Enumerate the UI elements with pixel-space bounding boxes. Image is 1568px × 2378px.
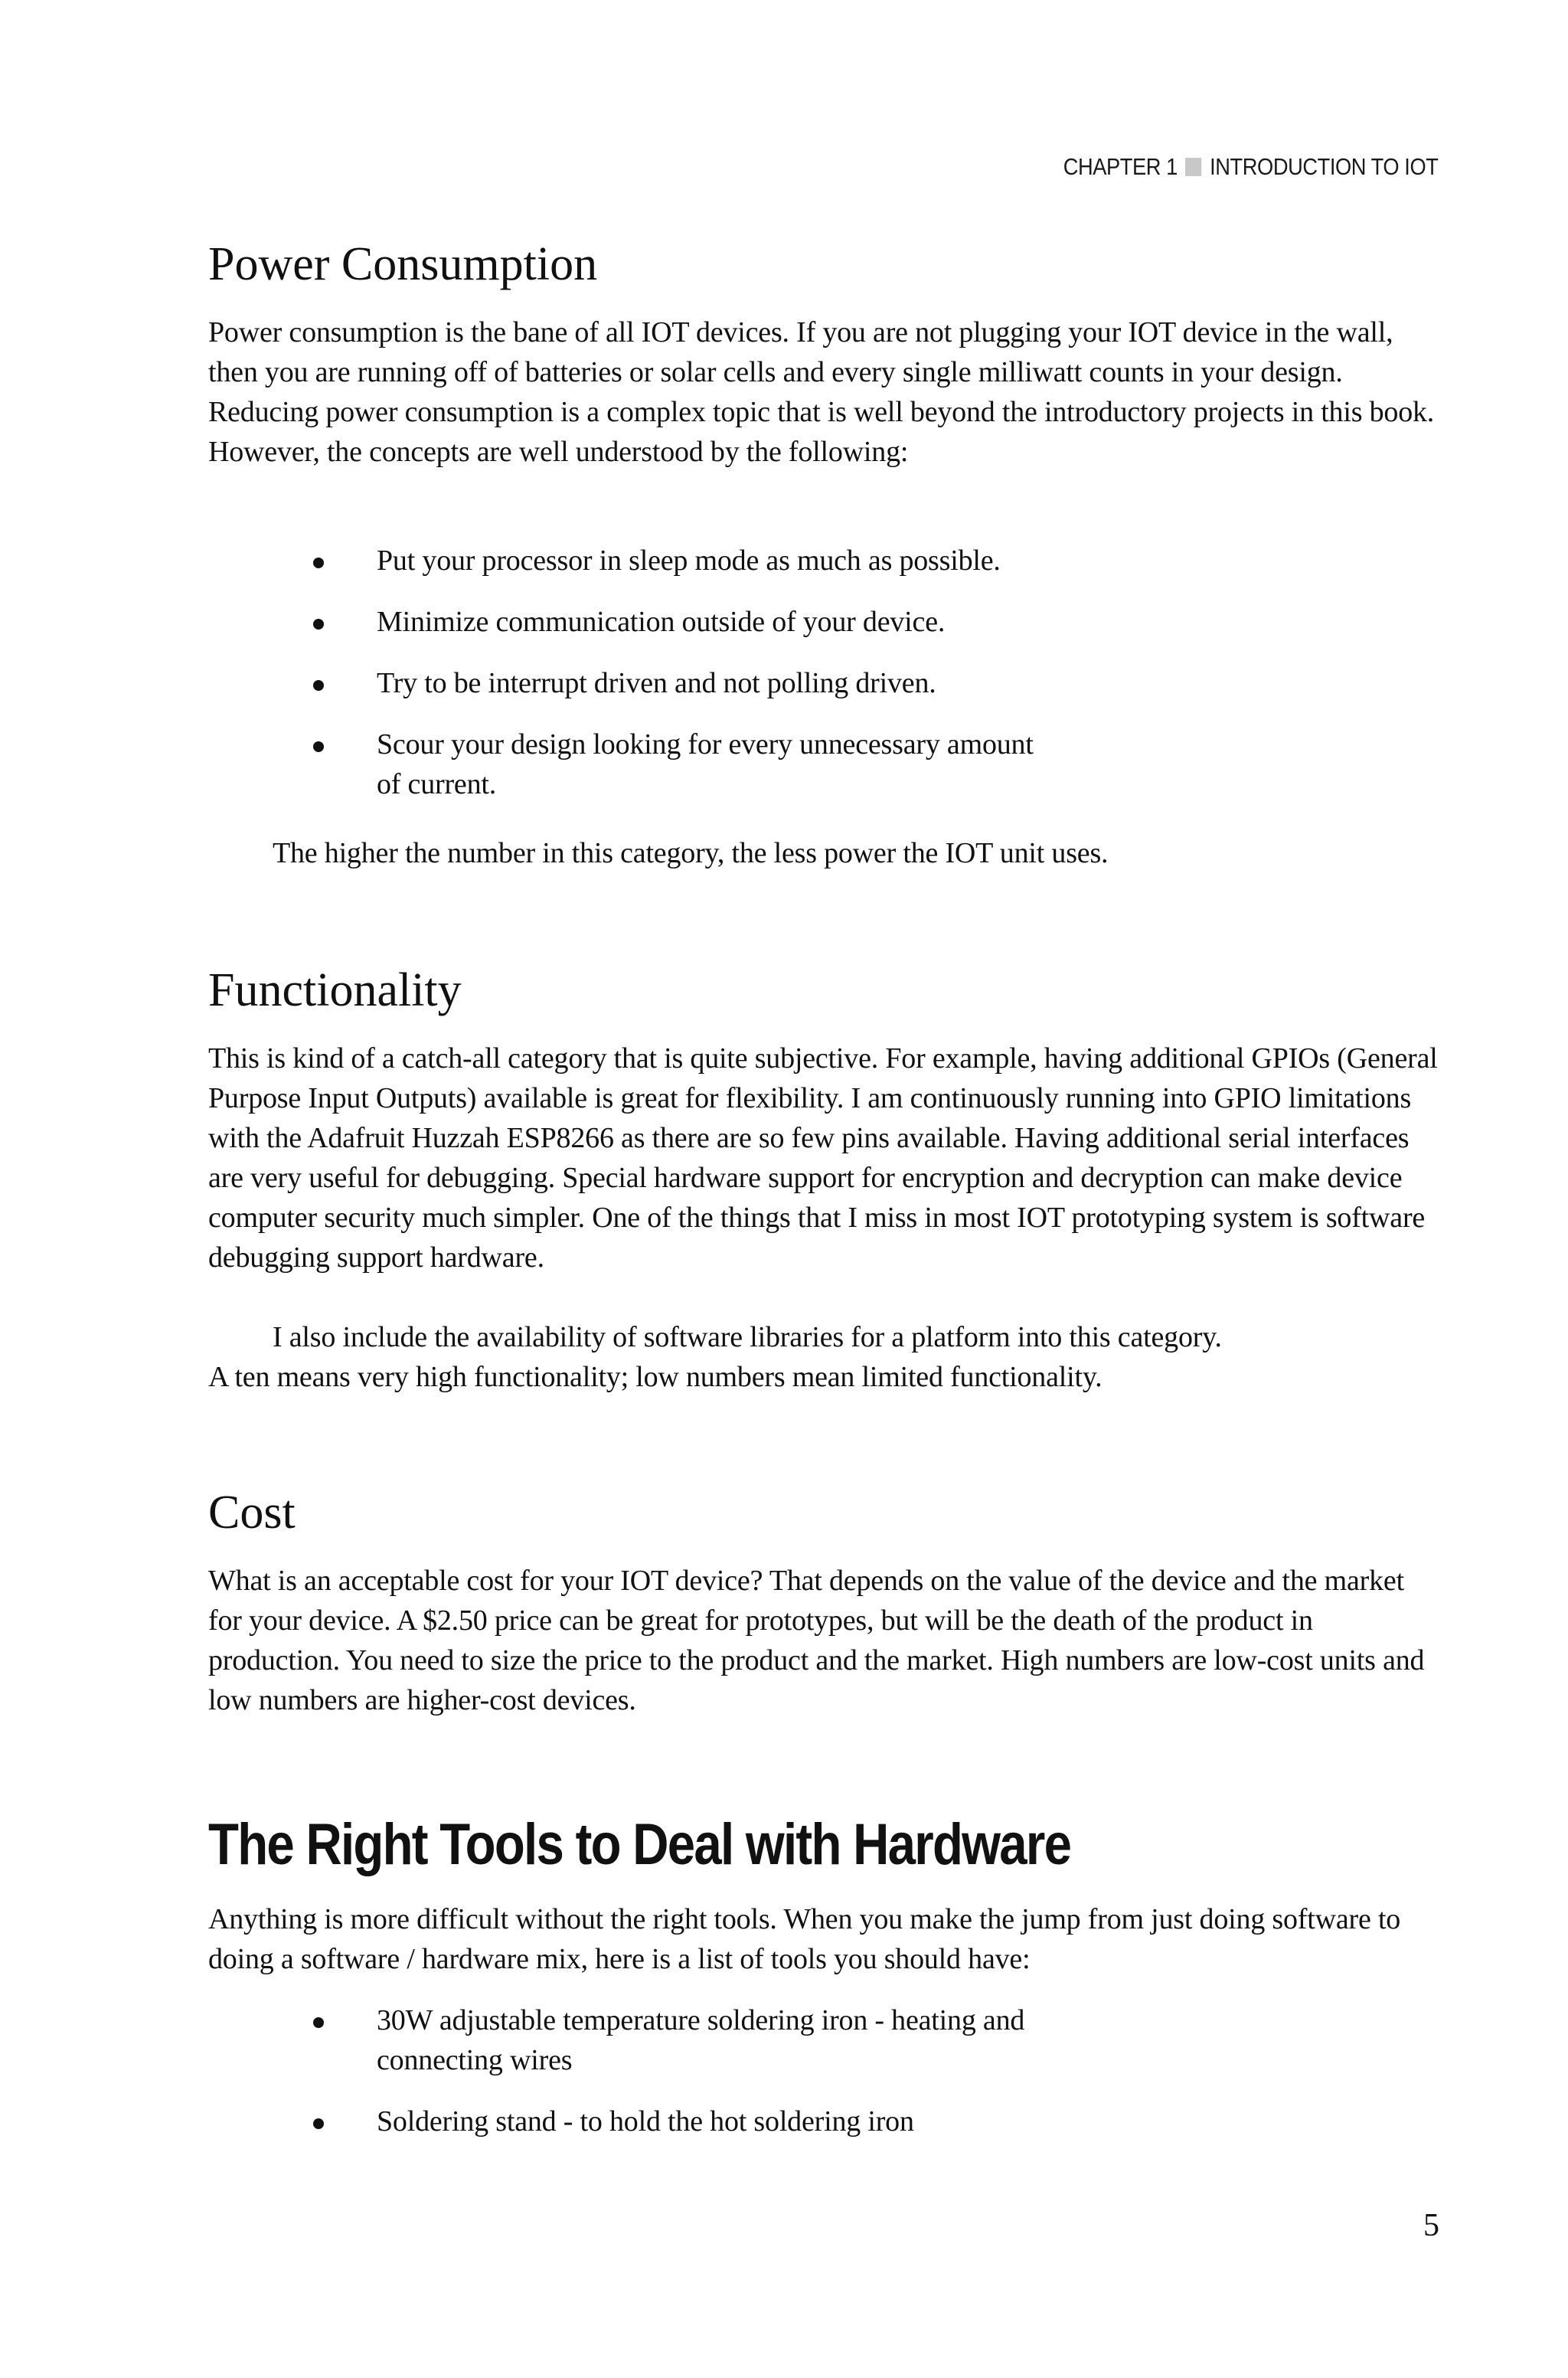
tools-paragraph: Anything is more difficult without the right tools. When you make the jump from just doing software to doing a software / hardware mix, here is a list of tools you should have: — [208, 1903, 1401, 1975]
bullet-icon — [313, 741, 324, 752]
chapter-label: CHAPTER 1 — [1063, 153, 1178, 180]
section-heading-power: Power Consumption — [208, 238, 598, 290]
list-item-text: Put your processor in sleep mode as much as possible. — [377, 545, 1001, 577]
page-number: 5 — [1423, 2208, 1439, 2243]
list-item-text: Try to be interrupt driven and not polling driven. — [377, 667, 936, 699]
functionality-paragraph-2-line-1: I also include the availability of software libraries for a platform into this category. — [273, 1321, 1222, 1353]
bullet-icon — [313, 2017, 324, 2028]
power-note: The higher the number in this category, the less power the IOT unit uses. — [273, 837, 1109, 869]
list-item — [208, 2000, 1050, 2080]
power-bullet-list — [208, 541, 1242, 804]
bullet-icon — [313, 558, 324, 568]
section-heading-tools: The Right Tools to Deal with Hardware — [208, 1812, 1071, 1877]
list-item — [208, 725, 1050, 804]
list-item — [208, 541, 1242, 581]
list-item — [208, 2102, 1242, 2141]
chapter-title: INTRODUCTION TO IOT — [1209, 153, 1438, 180]
bullet-icon — [313, 2118, 324, 2129]
list-item — [208, 602, 1242, 642]
list-item-text: Soldering stand - to hold the hot soldering iron — [377, 2105, 914, 2138]
power-paragraph: Power consumption is the bane of all IOT devices. If you are not plugging your IOT device in the wall, then you are running off of batteries or solar cells and every single milliwatt counts in your design. Reducing power consumption is a complex topic that is well beyond the introductory projects in this book. However, the concepts are well understood by the following: — [208, 316, 1435, 468]
header-separator — [1185, 158, 1201, 176]
list-item-text: Minimize communication outside of your device. — [377, 606, 946, 638]
bullet-icon — [313, 680, 324, 691]
list-item-text: Scour your design looking for every unnecessary amount of current. — [377, 728, 1034, 800]
functionality-paragraph: This is kind of a catch-all category that is quite subjective. For example, having additional GPIOs (General Purpose Input Outputs) available is great for flexibility. I am continuously running into GPIO limitations with the Adafruit Huzzah ESP8266 as there are so few pins available. Having additional serial interfaces are very useful for debugging. Special hardware support for encryption and decryption can make device computer security much simpler. One of the things that I miss in most IOT prototyping system is software debugging support hardware. — [208, 1042, 1438, 1274]
functionality-paragraph-2-line-2: A ten means very high functionality; low numbers mean limited functionality. — [208, 1361, 1102, 1393]
running-header — [1063, 153, 1438, 181]
cost-paragraph: What is an acceptable cost for your IOT device? That depends on the value of the device and the market for your device. A $2.50 price can be great for prototypes, but will be the death of the product in production. You need to size the price to the product and the market. High numbers are low-cost units and low numbers are higher-cost devices. — [208, 1565, 1425, 1716]
section-heading-cost: Cost — [208, 1487, 296, 1539]
list-item — [208, 663, 1242, 703]
list-item-text: 30W adjustable temperature soldering iron - heating and connecting wires — [377, 2004, 1025, 2076]
section-heading-functionality: Functionality — [208, 964, 462, 1016]
bullet-icon — [313, 619, 324, 630]
tools-bullet-list — [208, 2000, 1242, 2141]
